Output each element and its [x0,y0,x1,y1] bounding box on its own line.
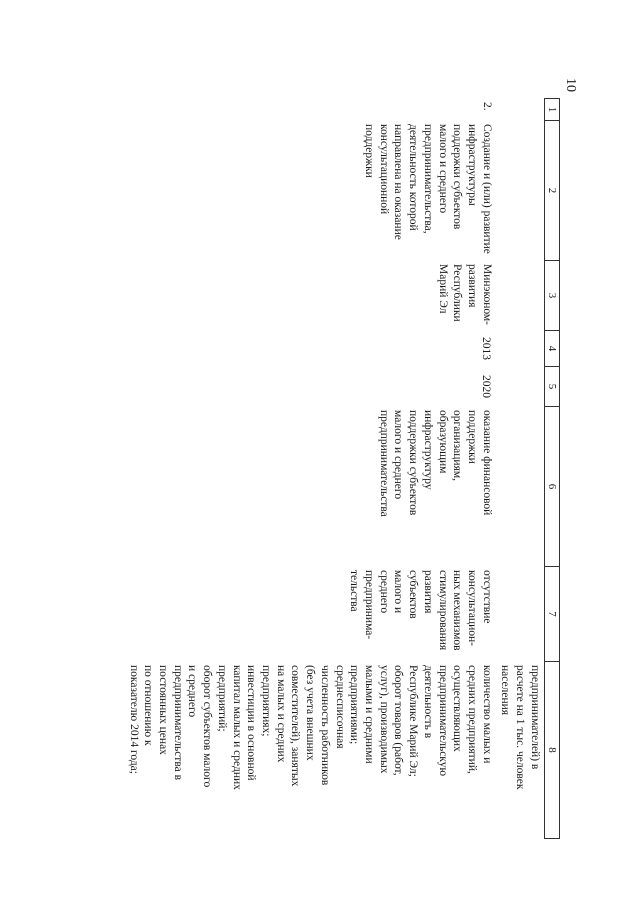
column-header-3: 3 [544,261,559,331]
column-header-5: 5 [544,367,559,407]
indicators-cell: количество малых и средних предприятий, осуществляющих предпринимательскую деятельность в Республике Марий Эл; оборот товаров (работ, услуг), производимых малыми и средними предприятиями; среднесписочная численность работников (без учета внешних совместителей), занятых на малых и средних предприятиях; инвестиции в основной капитал малых и средних предприятий; оборот субъектов малого и среднего предпринимательства в постоянных ценах по отношению к показателю 2014 года; [127,665,493,790]
activity-name-cell: Создание и (или) развитие инфраструктуры поддержки субъектов малого и среднего предпринимательства, деятельность которой направлена на оказание консультационной поддержки [363,124,493,254]
expected-result-cell: оказание финансовой поддержки организациям, образующим инфраструктуру поддержки субъектов малого и среднего предпринимательства [377,410,493,517]
column-header-2: 2 [544,121,559,261]
executor-cell: Минэконом- развития Республики Марий Эл [436,264,493,326]
end-year-cell: 2020 [479,375,492,398]
page-number: 10 [563,78,578,92]
column-header-8: 8 [544,662,559,839]
rotated-table-sheet [110,98,560,838]
column-header-6: 6 [544,407,559,567]
table-row [124,99,496,839]
start-year-cell: 2013 [479,337,492,360]
row-number: 2. [480,102,493,111]
column-header-1: 1 [544,99,559,121]
column-header-7: 7 [544,567,559,662]
continuation-row [496,99,545,839]
consequences-cell: отсутствие консультацион- ных механизмов стимулирования развития субъектов малого и среднего предпринима- тельства [348,570,493,651]
program-activities-table [124,98,560,839]
column-number-header-row [544,99,559,839]
continuation-indicator-cell: предпринимателей) в расчете на 1 тыс. человек населения [499,665,541,790]
column-header-4: 4 [544,331,559,367]
